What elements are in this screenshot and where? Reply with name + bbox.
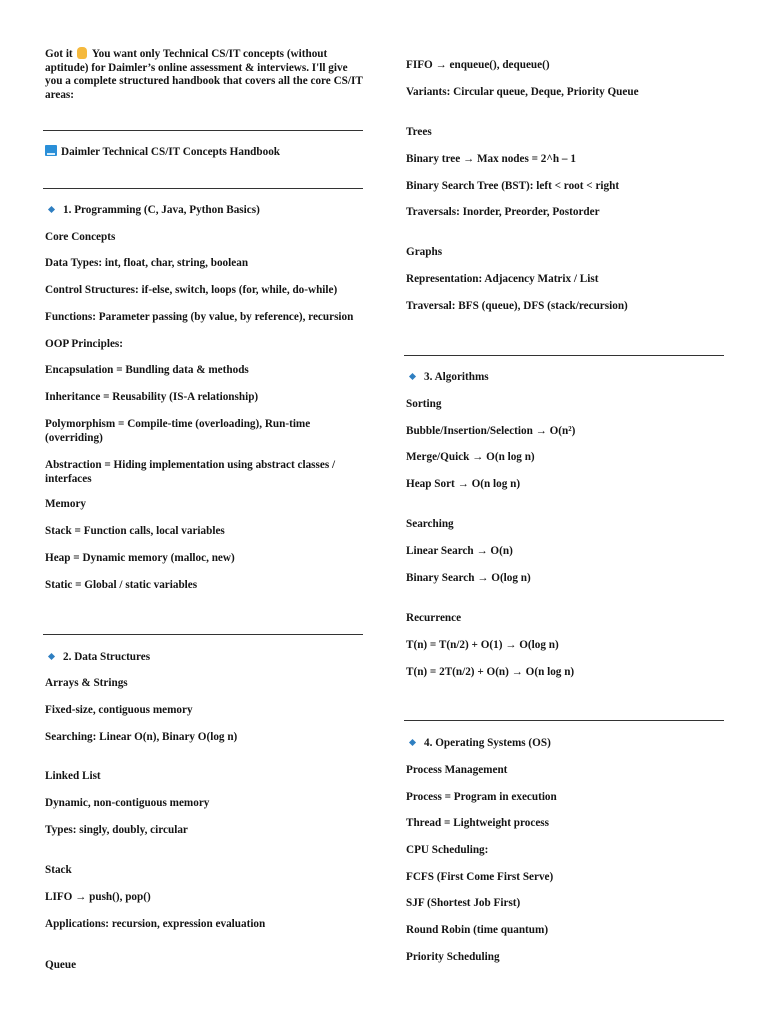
blue-diamond-icon	[409, 373, 416, 380]
list-item: Binary tree → Max nodes = 2^h – 1	[406, 153, 576, 165]
list-item: Representation: Adjacency Matrix / List	[406, 273, 599, 285]
blue-diamond-icon	[48, 206, 55, 213]
list-item: Process = Program in execution	[406, 791, 557, 803]
subheading: Memory	[45, 498, 86, 510]
subheading: OOP Principles:	[45, 338, 123, 350]
list-item: Applications: recursion, expression evaluation	[45, 918, 266, 930]
list-item: Polymorphism = Compile-time (overloading), Run-time (overriding)	[45, 418, 311, 444]
subheading: CPU Scheduling:	[406, 844, 489, 856]
list-item: Fixed-size, contiguous memory	[45, 704, 193, 716]
section-heading-algorithms	[406, 371, 724, 385]
section-heading-text: 3. Algorithms	[424, 371, 489, 383]
intro-lead: Got it	[45, 48, 73, 60]
subheading: Linked List	[45, 770, 101, 782]
list-item: Searching: Linear O(n), Binary O(log n)	[45, 731, 238, 743]
list-item: T(n) = 2T(n/2) + O(n) → O(n log n)	[406, 666, 575, 678]
section-heading-programming	[45, 204, 363, 218]
list-item: Dynamic, non-contiguous memory	[45, 797, 210, 809]
list-item: Merge/Quick → O(n log n)	[406, 451, 535, 463]
list-item: FCFS (First Come First Serve)	[406, 871, 554, 883]
list-item: Data Types: int, float, char, string, boolean	[45, 257, 249, 269]
blue-diamond-icon	[409, 739, 416, 746]
list-item: Thread = Lightweight process	[406, 817, 550, 829]
subheading: Stack	[45, 864, 72, 876]
handbook-title	[45, 145, 363, 160]
subheading: Queue	[45, 959, 77, 971]
list-item: Heap = Dynamic memory (malloc, new)	[45, 552, 235, 564]
list-item: Functions: Parameter passing (by value, by reference), recursion	[45, 311, 354, 323]
thumbs-up-icon	[77, 47, 87, 59]
subheading: Core Concepts	[45, 231, 116, 243]
list-item: Encapsulation = Bundling data & methods	[45, 364, 249, 376]
list-item: Round Robin (time quantum)	[406, 924, 549, 936]
intro-text: You want only Technical CS/IT concepts (without aptitude) for Daimler’s online assessment & interviews. I'll give you a complete structured handbook that covers all the core CS/IT areas:	[45, 48, 363, 101]
subheading: Graphs	[406, 246, 443, 258]
list-item: Inheritance = Reusability (IS-A relationship)	[45, 391, 259, 403]
list-item: Stack = Function calls, local variables	[45, 525, 225, 537]
subheading: Trees	[406, 126, 432, 138]
list-item: Variants: Circular queue, Deque, Priority Queue	[406, 86, 639, 98]
blue-diamond-icon	[48, 653, 55, 660]
divider	[404, 355, 724, 356]
list-item: Priority Scheduling	[406, 951, 500, 963]
list-item: Control Structures: if-else, switch, loops (for, while, do-while)	[45, 284, 338, 296]
list-item: Traversals: Inorder, Preorder, Postorder	[406, 206, 600, 218]
subheading: Arrays & Strings	[45, 677, 128, 689]
section-heading-os	[406, 737, 724, 751]
list-item: LIFO → push(), pop()	[45, 891, 151, 903]
list-item: Abstraction = Hiding implementation using abstract classes / interfaces	[45, 459, 336, 485]
divider	[404, 720, 724, 721]
list-item: FIFO → enqueue(), dequeue()	[406, 59, 550, 71]
subheading: Sorting	[406, 398, 442, 410]
subheading: Recurrence	[406, 612, 462, 624]
list-item: Linear Search → O(n)	[406, 545, 513, 557]
divider	[43, 634, 363, 635]
section-heading-text: 1. Programming (C, Java, Python Basics)	[63, 204, 260, 216]
list-item: T(n) = T(n/2) + O(1) → O(log n)	[406, 639, 559, 651]
list-item: Heap Sort → O(n log n)	[406, 478, 521, 490]
subheading: Searching	[406, 518, 454, 530]
section-heading-text: 2. Data Structures	[63, 651, 151, 663]
list-item: Bubble/Insertion/Selection → O(n²)	[406, 425, 576, 437]
divider	[43, 188, 363, 189]
list-item: SJF (Shortest Job First)	[406, 897, 521, 909]
subheading: Process Management	[406, 764, 508, 776]
intro-paragraph	[45, 47, 363, 102]
list-item: Binary Search Tree (BST): left < root < right	[406, 180, 620, 192]
handbook-title-text: Daimler Technical CS/IT Concepts Handbook	[61, 146, 281, 158]
list-item: Types: singly, doubly, circular	[45, 824, 188, 836]
list-item: Binary Search → O(log n)	[406, 572, 531, 584]
book-icon	[45, 145, 57, 156]
list-item: Static = Global / static variables	[45, 579, 198, 591]
section-heading-data-structures	[45, 651, 363, 665]
list-item: Traversal: BFS (queue), DFS (stack/recursion)	[406, 300, 628, 312]
divider	[43, 130, 363, 131]
section-heading-text: 4. Operating Systems (OS)	[424, 737, 551, 749]
